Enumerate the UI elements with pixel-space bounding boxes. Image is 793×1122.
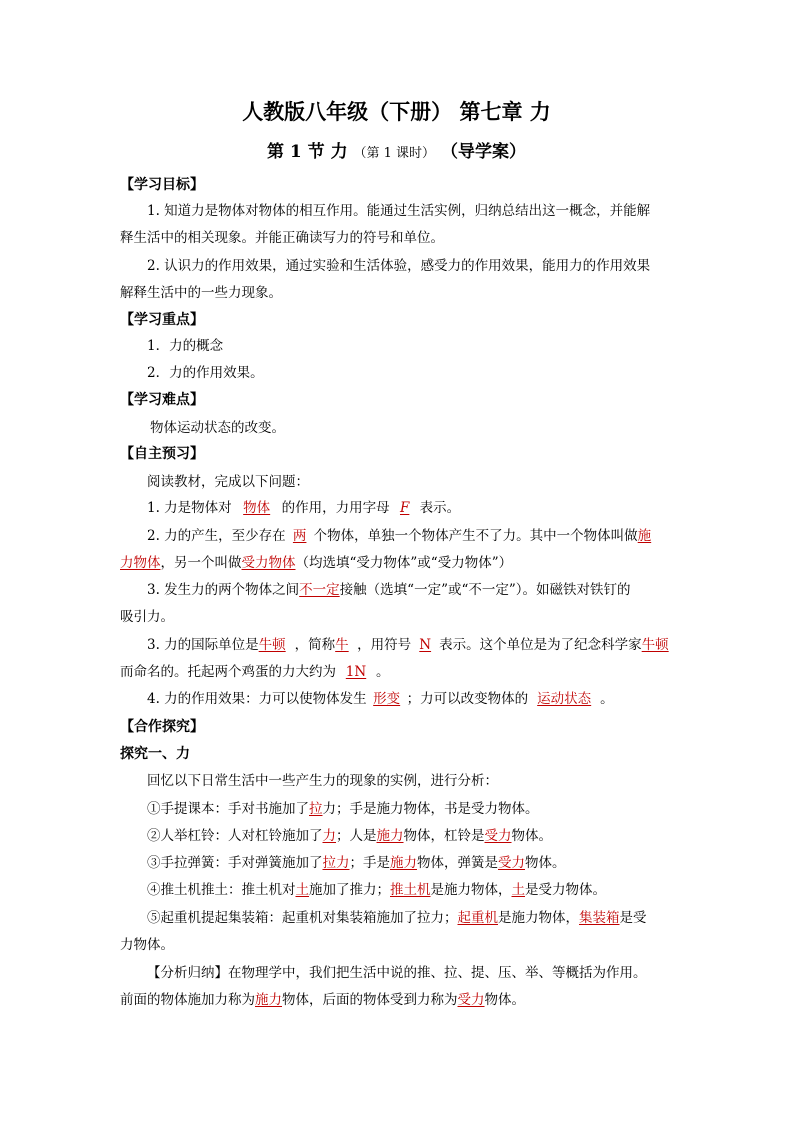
goal-1-line-1: 1. 知道力是物体对物体的相互作用。能通过生活实例，归纳总结出这一概念，并能解 (147, 203, 651, 219)
answer-blank: 受力物体 (241, 555, 296, 571)
example-2: ②人举杠铃：人对杠铃施加了力；人是施力物体，杠铃是受力物体。 (147, 828, 552, 844)
example-3: ③手拉弹簧：手对弹簧施加了拉力；手是施力物体，弹簧是受力物体。 (147, 855, 566, 871)
answer-blank: N (419, 637, 432, 653)
answer-blank: 施 (637, 528, 652, 544)
answer-blank: 施力 (376, 828, 404, 844)
key-point-2: 2．力的作用效果。 (147, 365, 264, 381)
key-points-heading: 【学习重点】 (120, 312, 204, 328)
question-3-line-2: 吸引力。 (120, 609, 174, 625)
preview-heading: 【自主预习】 (120, 446, 204, 462)
example-4: ④推土机推土：推土机对土施加了推力；推土机是施力物体，土是受力物体。 (147, 882, 606, 898)
answer-blank: 推土机 (390, 882, 431, 898)
example-1: ①手提课本：手对书施加了拉力；手是施力物体，书是受力物体。 (147, 801, 539, 817)
answer-blank: 土 (295, 882, 309, 898)
answer-blank: 集装箱 (579, 910, 620, 926)
question-2-line-2: 力物体，另一个叫做受力物体（均选填“受力物体”或“受力物体”） (120, 555, 513, 571)
answer-blank: 力物体 (120, 555, 161, 571)
doc-type: （导学案） (440, 142, 526, 162)
answer-blank: 牛顿 (641, 637, 669, 653)
answer-blank: 物体 (243, 500, 271, 516)
question-1: 1. 力是物体对 物体 的作用，力用字母 F 表示。 (147, 500, 461, 516)
answer-blank: 运动状态 (537, 691, 592, 707)
difficulty-1: 物体运动状态的改变。 (150, 420, 285, 436)
preview-intro: 阅读教材，完成以下问题： (147, 474, 309, 490)
answer-blank: 两 (292, 528, 307, 544)
question-2-line-1: 2. 力的产生，至少存在 两 个物体，单独一个物体产生不了力。其中一个物体叫做施 (147, 528, 652, 544)
answer-blank: F (399, 500, 410, 516)
document-title: 人教版八年级（下册） 第七章 力 (242, 99, 551, 124)
coop-heading: 【合作探究】 (120, 719, 204, 735)
answer-blank: 形变 (373, 691, 401, 707)
section-name: 第 1 节 力 (267, 142, 348, 162)
answer-blank: 受力 (484, 828, 512, 844)
summary-line-1: 【分析归纳】在物理学中，我们把生活中说的推、拉、提、压、举、等概括为作用。 (147, 965, 647, 981)
answer-blank: 受力 (457, 992, 485, 1008)
question-3-line-1: 3. 发生力的两个物体之间不一定接触（选填“一定”或“不一定”）。如磁铁对铁钉的 (147, 582, 631, 598)
answer-blank: 施力 (390, 855, 417, 871)
answer-blank: 受力 (498, 855, 525, 871)
goal-2-line-1: 2. 认识力的作用效果，通过实验和生活体验，感受力的作用效果，能用力的作用效果 (147, 258, 651, 274)
answer-blank: 土 (511, 882, 525, 898)
section-title (0, 137, 793, 162)
explore-intro: 回忆以下日常生活中一些产生力的现象的实例，进行分析： (147, 773, 498, 789)
summary-line-2: 前面的物体施加力称为施力物体，后面的物体受到力称为受力物体。 (120, 992, 525, 1008)
question-4-line-1: 3. 力的国际单位是牛顿 ，简称牛 ，用符号 N 表示。这个单位是为了纪念科学家牛顿 (147, 637, 669, 653)
answer-blank: 不一定 (299, 582, 340, 598)
answer-blank: 拉 (309, 801, 323, 817)
example-5-line-1: ⑤起重机提起集装箱：起重机对集装箱施加了拉力；起重机是施力物体，集装箱是受 (147, 910, 647, 926)
goal-2-line-2: 解释生活中的一些力现象。 (120, 285, 282, 301)
lesson-label: （第 1 课时） (353, 146, 436, 161)
answer-blank: 施力 (255, 992, 282, 1008)
goals-heading: 【学习目标】 (120, 177, 204, 193)
key-point-1: 1．力的概念 (147, 338, 224, 354)
difficulty-heading: 【学习难点】 (120, 392, 204, 408)
explore-1-heading: 探究一、力 (120, 746, 190, 762)
answer-blank: 1N (345, 664, 367, 680)
answer-blank: 起重机 (457, 910, 498, 926)
goal-1-line-2: 释生活中的相关现象。并能正确读写力的符号和单位。 (120, 230, 444, 246)
question-4-line-2: 而命名的。托起两个鸡蛋的力大约为 1N 。 (120, 664, 390, 680)
answer-blank: 牛 (335, 637, 349, 653)
example-5-line-2: 力物体。 (120, 937, 174, 953)
answer-blank: 力 (322, 828, 336, 844)
answer-blank: 拉力 (322, 855, 350, 871)
question-5: 4. 力的作用效果：力可以使物体发生 形变 ；力可以改变物体的 运动状态 。 (147, 691, 614, 707)
answer-blank: 牛顿 (258, 637, 286, 653)
